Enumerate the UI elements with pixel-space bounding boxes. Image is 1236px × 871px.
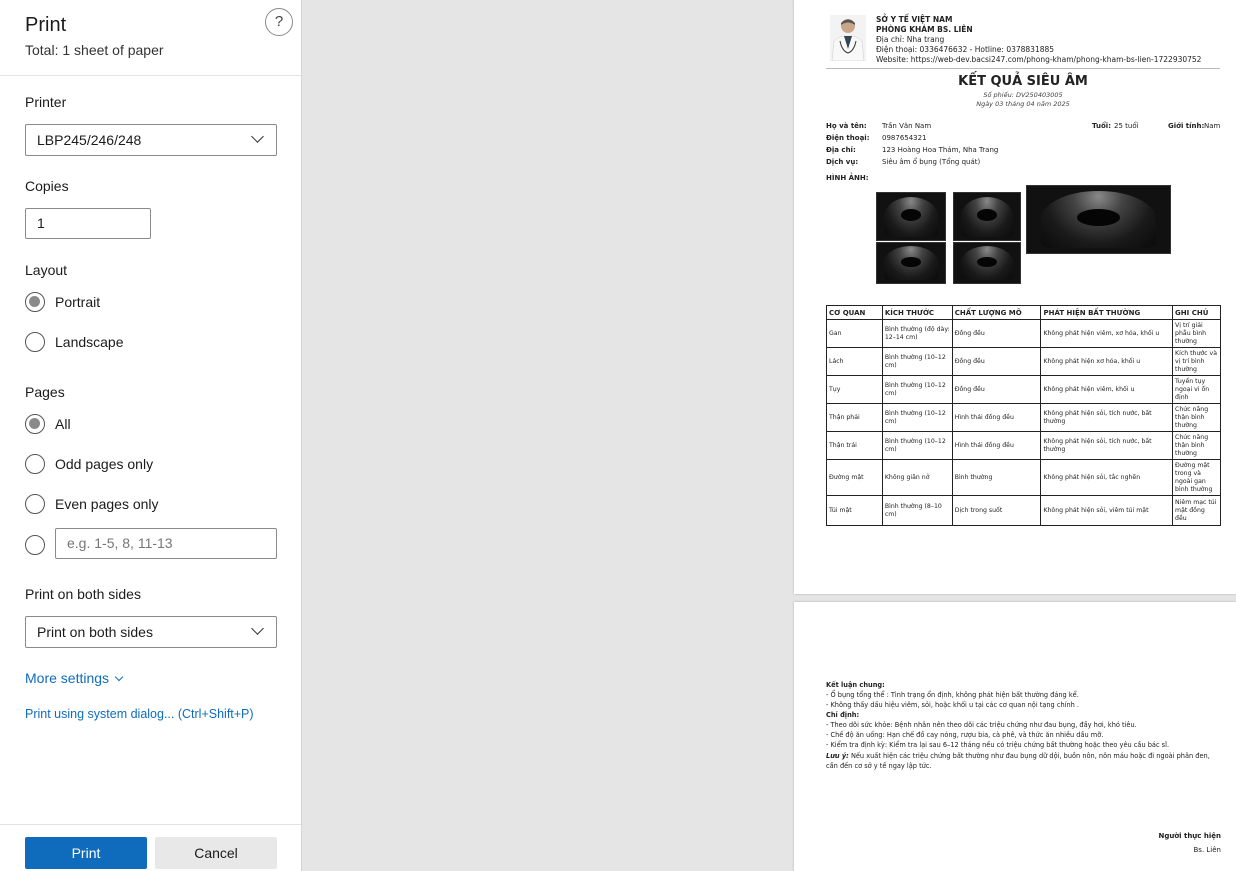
printer-value: LBP245/246/248 [37, 132, 142, 148]
results-table [826, 305, 1221, 526]
table-cell: Hình thái đồng đều [952, 404, 1041, 432]
ticket-number: Số phiếu: DV250403005 [983, 91, 1063, 99]
indication-heading: Chỉ định: [826, 711, 860, 719]
column-header: CƠ QUAN [827, 306, 883, 320]
radio-unchecked-icon[interactable] [25, 494, 45, 514]
layout-portrait-label: Portrait [55, 294, 101, 310]
page-range-input[interactable]: e.g. 1-5, 8, 11-13 [55, 528, 277, 559]
pages-odd-label: Odd pages only [55, 456, 154, 472]
table-cell: Không phát hiện viêm, xơ hóa, khối u [1041, 320, 1173, 348]
patient-phone: 0987654321 [882, 134, 927, 142]
preview-page-2 [794, 602, 1236, 871]
ultrasound-image [1026, 185, 1171, 254]
panel-header [0, 0, 301, 76]
chevron-down-icon [251, 130, 264, 143]
table-cell: Không phát hiện sỏi, tích nước, bất thường [1041, 404, 1173, 432]
indication-line: - Theo dõi sức khỏe: Bệnh nhân nên theo dõi các triệu chứng như đau bụng, đầy hơi, khó tiêu. [826, 721, 1137, 729]
print-settings-panel [0, 0, 302, 871]
copies-input[interactable]: 1 [25, 208, 151, 239]
table-cell: Vị trí giải phẫu bình thường [1173, 320, 1221, 348]
table-row [827, 348, 1221, 376]
table-cell: Bình thường (độ dày: 12–14 cm) [882, 320, 952, 348]
layout-label: Layout [25, 262, 68, 278]
table-cell: Bình thường (10–12 cm) [882, 404, 952, 432]
patient-address-label: Địa chỉ: [826, 146, 856, 154]
clinic-website: Website: https://web-dev.bacsi247.com/phong-kham/phong-kham-bs-lien-1722930752 [876, 55, 1202, 64]
table-cell: Không phát hiện sỏi, tắc nghẽn [1041, 460, 1173, 496]
pages-all-label: All [55, 416, 71, 432]
note-line: Lưu ý: Nếu xuất hiện các triệu chứng bất thường như đau bụng dữ dội, buồn nôn, nôn máu hoặc đi ngoài phân đen, [826, 752, 1210, 760]
table-cell: Không phát hiện viêm, khối u [1041, 376, 1173, 404]
radio-checked-icon[interactable] [25, 414, 45, 434]
duplex-select[interactable] [25, 616, 277, 648]
conclusion-line: - Ổ bụng tổng thể : Tình trạng ổn định, không phát hiện bất thường đáng kể. [826, 691, 1079, 699]
patient-phone-label: Điện thoại: [826, 134, 870, 142]
table-row [827, 320, 1221, 348]
clinic-phone: Điện thoại: 0336476632 - Hotline: 0378831885 [876, 45, 1055, 54]
table-cell: Niêm mạc túi mật đồng đều [1173, 496, 1221, 526]
table-cell: Bình thường [952, 460, 1041, 496]
more-settings-link[interactable] [25, 670, 122, 686]
table-cell: Đường mật trong và ngoài gan bình thường [1173, 460, 1221, 496]
layout-landscape-label: Landscape [55, 334, 124, 350]
table-cell: Đồng đều [952, 320, 1041, 348]
radio-unchecked-icon[interactable] [25, 535, 45, 555]
dialog-title: Print [25, 14, 67, 36]
ultrasound-image [876, 192, 946, 241]
table-cell: Tuyến tụy ngoại vi ổn định [1173, 376, 1221, 404]
duplex-label: Print on both sides [25, 586, 141, 602]
table-cell: Không phát hiện xơ hóa, khối u [1041, 348, 1173, 376]
printer-select[interactable] [25, 124, 277, 156]
indication-line: - Kiểm tra định kỳ: Kiểm tra lại sau 6–12 tháng nếu có triệu chứng bất thường hoặc theo yêu cầu bác sĩ. [826, 741, 1170, 749]
table-cell: Không phát hiện sỏi, tích nước, bất thường [1041, 432, 1173, 460]
table-cell: Gan [827, 320, 883, 348]
service-label: Dịch vụ: [826, 158, 859, 166]
conclusion-section [826, 680, 1210, 771]
conclusion-line: - Không thấy dấu hiệu viêm, sỏi, hoặc khối u tại các cơ quan nội tạng chính . [826, 701, 1080, 709]
table-cell: Bình thường (10–12 cm) [882, 348, 952, 376]
pages-custom-option[interactable] [25, 534, 45, 556]
system-dialog-link[interactable]: Print using system dialog... (Ctrl+Shift+P) [25, 707, 254, 721]
preview-page-1 [794, 0, 1236, 594]
pages-even-option[interactable] [25, 493, 159, 515]
table-cell: Dịch trong suốt [952, 496, 1041, 526]
header-divider [826, 68, 1220, 69]
report-title: KẾT QUẢ SIÊU ÂM [958, 74, 1088, 89]
conclusion-heading: Kết luận chung: [826, 681, 885, 689]
duplex-value: Print on both sides [37, 624, 153, 640]
table-cell: Chức năng thận bình thường [1173, 404, 1221, 432]
pages-even-label: Even pages only [55, 496, 159, 512]
table-cell: Đường mật [827, 460, 883, 496]
radio-checked-icon[interactable] [25, 292, 45, 312]
report-date: Ngày 03 tháng 04 năm 2025 [976, 100, 1070, 108]
table-cell: Bình thường (8–10 cm) [882, 496, 952, 526]
table-cell: Hình thái đồng đều [952, 432, 1041, 460]
column-header: CHẤT LƯỢNG MÔ [952, 306, 1041, 320]
sheet-count: Total: 1 sheet of paper [25, 42, 164, 58]
printer-label: Printer [25, 94, 67, 110]
images-label: HÌNH ẢNH: [826, 174, 869, 182]
pages-label: Pages [25, 384, 65, 400]
radio-unchecked-icon[interactable] [25, 454, 45, 474]
indication-line: - Chế độ ăn uống: Hạn chế đồ cay nóng, rượu bia, cà phê, và thức ăn nhiều dầu mỡ. [826, 731, 1104, 739]
chevron-down-icon [251, 622, 264, 635]
table-row [827, 460, 1221, 496]
table-cell: Tụy [827, 376, 883, 404]
table-row [827, 432, 1221, 460]
service-name: Siêu âm ổ bụng (Tổng quát) [882, 158, 981, 166]
help-button[interactable]: ? [265, 8, 293, 36]
layout-landscape-option[interactable] [25, 331, 124, 353]
column-header: KÍCH THƯỚC [882, 306, 952, 320]
table-cell: Chức năng thận bình thường [1173, 432, 1221, 460]
layout-portrait-option[interactable] [25, 291, 100, 313]
patient-gender-label: Giới tính: [1168, 122, 1205, 130]
ultrasound-image [953, 242, 1021, 284]
table-cell: Túi mật [827, 496, 883, 526]
table-cell: Bình thường (10–12 cm) [882, 432, 952, 460]
table-cell: Thận phải [827, 404, 883, 432]
doctor-photo [830, 15, 866, 61]
table-row [827, 404, 1221, 432]
table-cell: Lách [827, 348, 883, 376]
table-row [827, 376, 1221, 404]
table-cell: Không phát hiện sỏi, viêm túi mật [1041, 496, 1173, 526]
signer-label: Người thực hiện [1158, 832, 1221, 840]
signer-name: Bs. Liên [1193, 846, 1221, 854]
table-row [827, 496, 1221, 526]
copies-label: Copies [25, 178, 69, 194]
patient-address: 123 Hoàng Hoa Thám, Nha Trang [882, 146, 999, 154]
column-header: PHÁT HIỆN BẤT THƯỜNG [1041, 306, 1173, 320]
clinic-name: PHÒNG KHÁM BS. LIÊN [876, 25, 973, 34]
ultrasound-image [953, 192, 1021, 241]
chevron-down-icon [115, 673, 123, 681]
table-cell: Thận trái [827, 432, 883, 460]
patient-name: Trần Văn Nam [882, 122, 932, 130]
table-header-row [827, 306, 1221, 320]
pages-all-option[interactable] [25, 413, 71, 435]
cancel-button[interactable]: Cancel [155, 837, 277, 869]
clinic-address: Địa chỉ: Nha trang [876, 35, 945, 44]
note-line: cần đến cơ sở y tế ngay lập tức. [826, 762, 932, 770]
table-cell: Đồng đều [952, 348, 1041, 376]
patient-gender: Nam [1204, 122, 1221, 130]
table-cell: Bình thường (10–12 cm) [882, 376, 952, 404]
table-cell: Không giãn nở [882, 460, 952, 496]
radio-unchecked-icon[interactable] [25, 332, 45, 352]
pages-odd-option[interactable] [25, 453, 153, 475]
patient-age-label: Tuổi: [1092, 122, 1111, 130]
patient-name-label: Họ và tên: [826, 122, 867, 130]
column-header: GHI CHÚ [1173, 306, 1221, 320]
table-cell: Kích thước và vị trí bình thường [1173, 348, 1221, 376]
more-settings-label: More settings [25, 670, 110, 686]
clinic-dept: SỞ Y TẾ VIỆT NAM [876, 15, 953, 24]
print-button[interactable]: Print [25, 837, 147, 869]
clinic-info [876, 15, 1201, 65]
patient-age: 25 tuổi [1114, 122, 1139, 130]
ultrasound-image [876, 242, 946, 284]
table-cell: Đồng đều [952, 376, 1041, 404]
